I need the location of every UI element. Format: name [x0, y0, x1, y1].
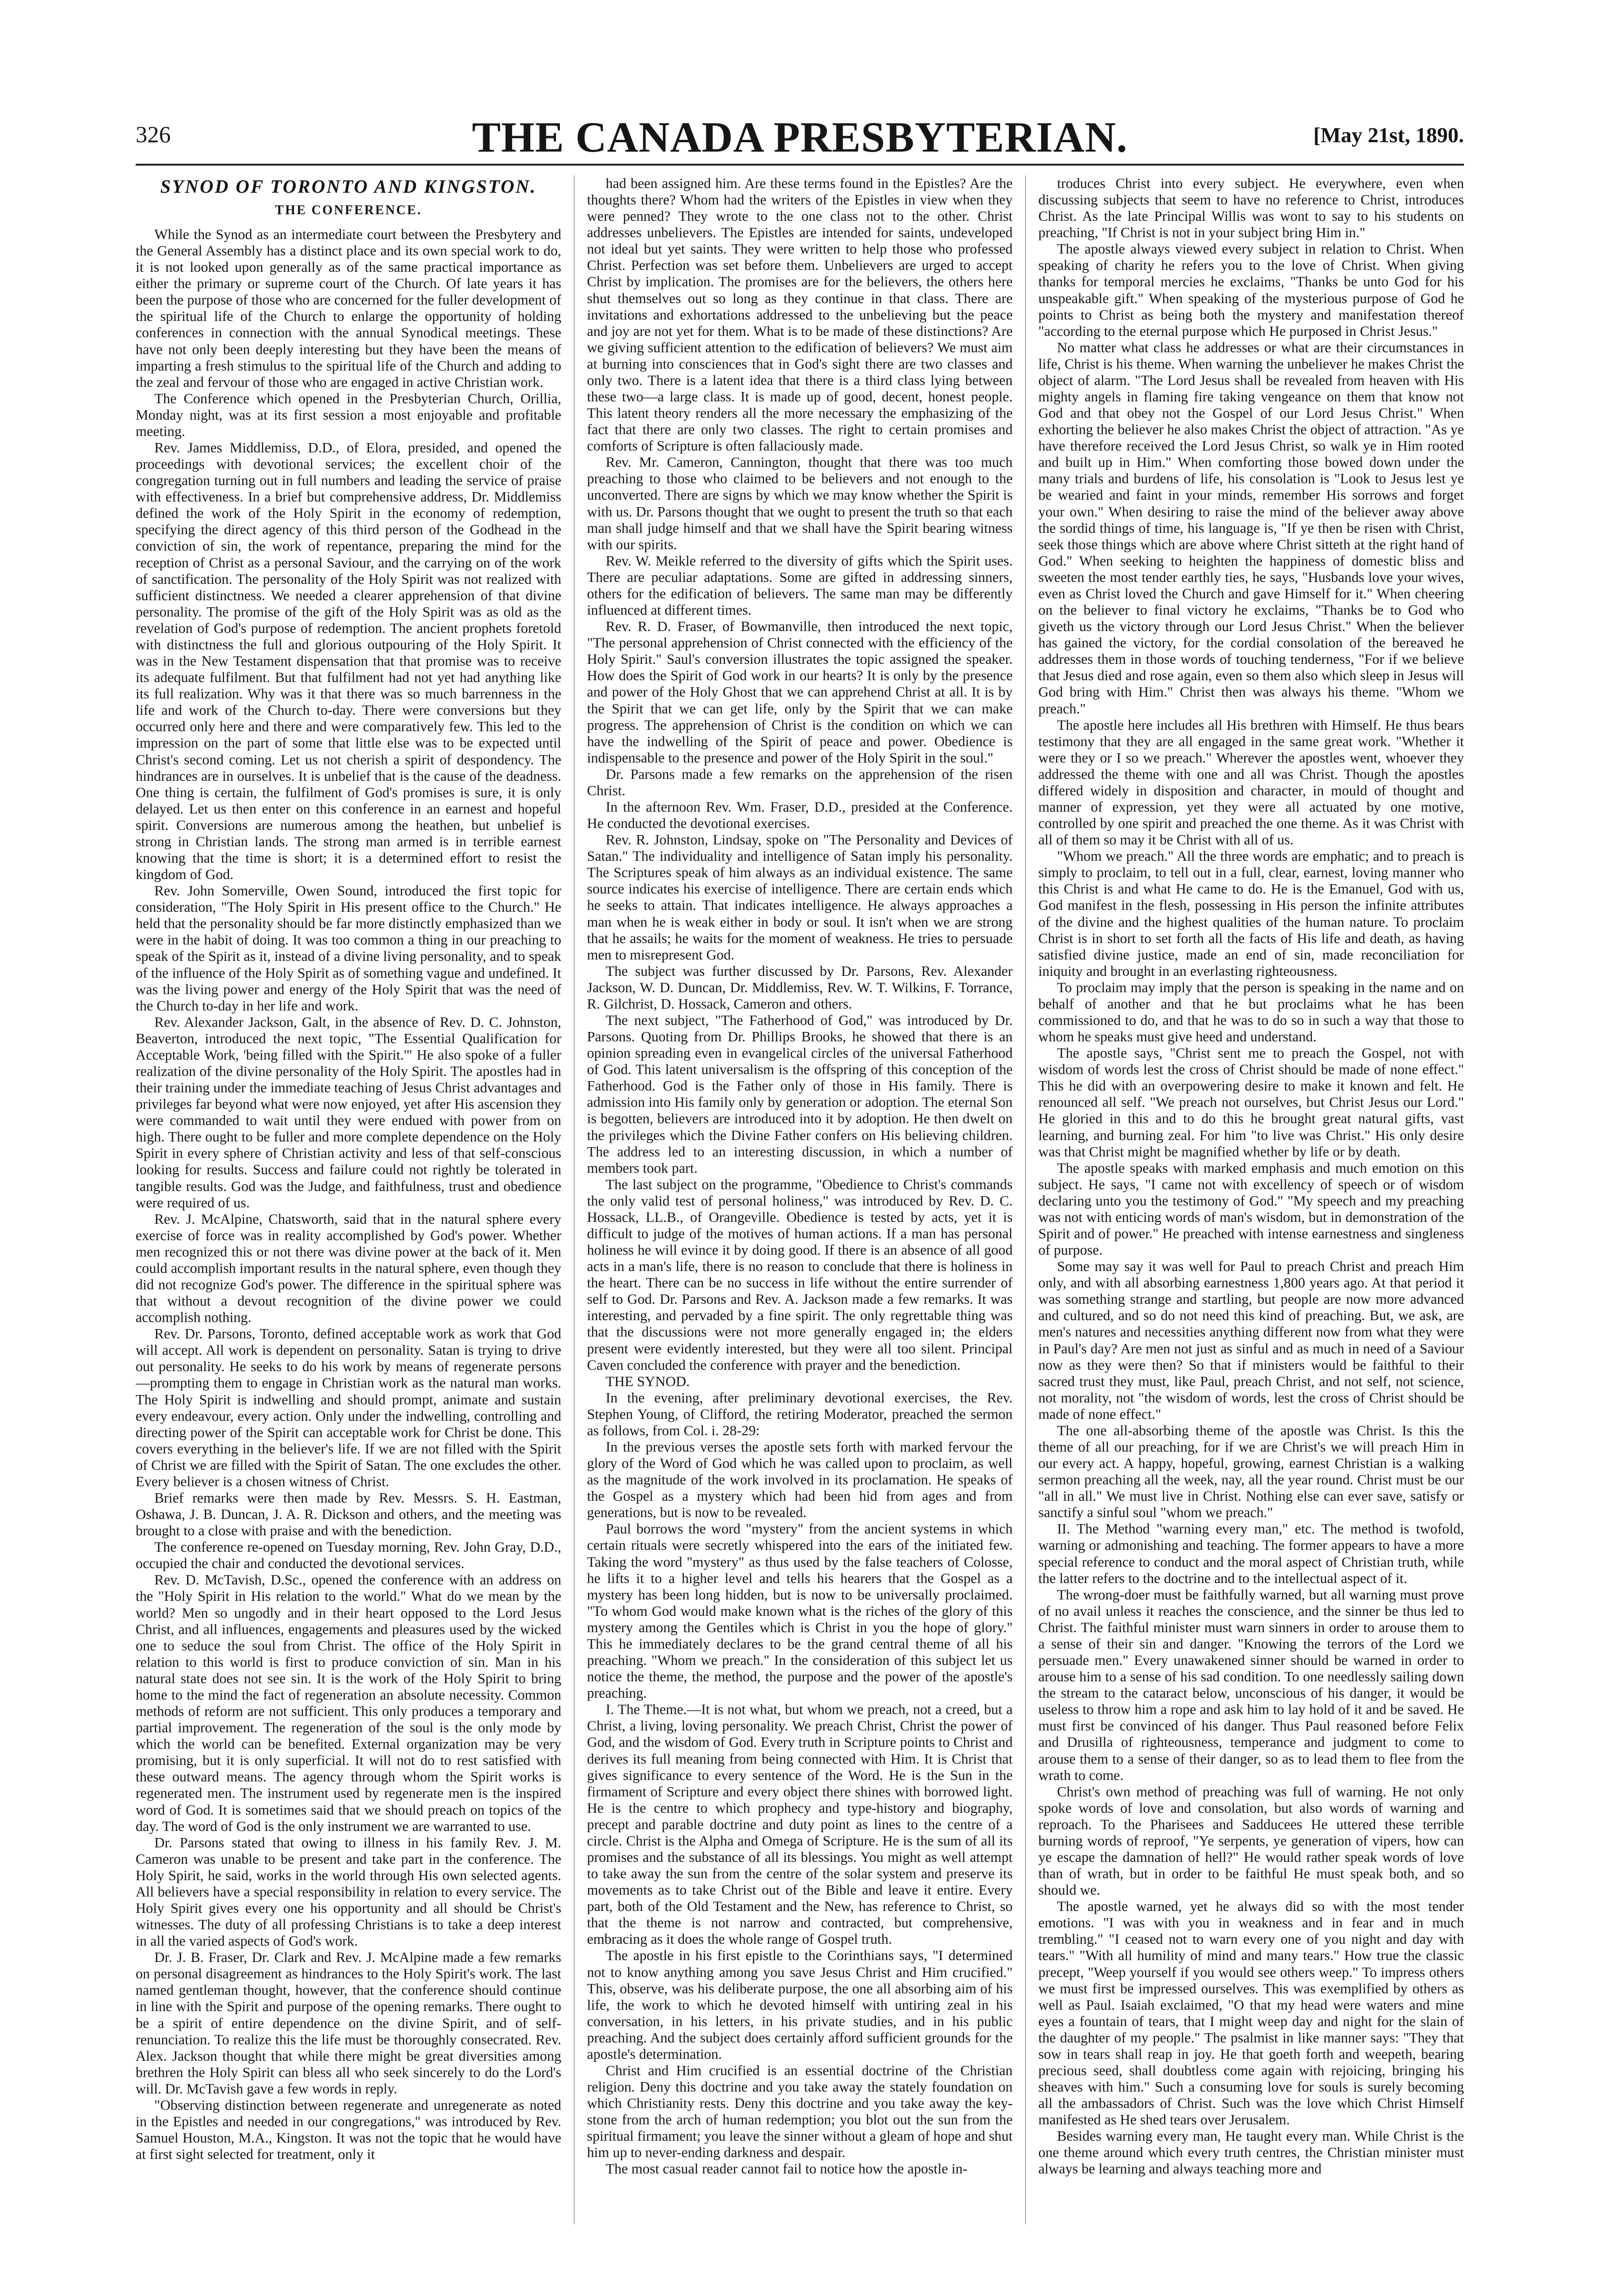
- article-paragraph: The apostle warned, yet he always did so with the most tender emotions. "I was with you in weakness and in fear and in much trembling." "I ceased not to warn every one of you night and day with tears." "With all humility of mind and many tears." How true the classic precept, "Weep yourself if you would see others weep." To impress others we must first be impressed ourselves. This was exemplified by others as well as Paul. Isaiah exclaimed, "O that my head were waters and mine eyes a fountain of tears, that I might weep day and night for the slain of the daughter of my people." The psalmist in like manner says: "They that sow in tears shall reap in joy. He that goeth forth and weepeth, bearing precious seed, shall doubtless come again with rejoicing, bringing his sheaves with him." Such a consuming love for souls is surely becoming all the ambassadors of Christ. Such was the love which Christ Himself manifested as He shed tears over Jerusalem.: [1038, 1898, 1464, 2128]
- article-paragraph: The apostle here includes all His brethren with Himself. He thus bears testimony that they are all engaged in the same great work. "Whether it were they or I so we preach." Wherever the apostles went, whoever they addressed the theme with one and all was Christ. Though the apostles differed widely in disposition and character, in mould of thought and manner of expression, yet they were all actuated by one motive, controlled by one spirit and preached the one theme. As it was Christ with all of them so may it be Christ with all of us.: [1038, 717, 1464, 848]
- article-paragraph: The next subject, "The Fatherhood of God," was introduced by Dr. Parsons. Quoting from Dr. Phillips Brooks, he showed that there is an opinion spreading even in evangelical circles of the universal Fatherhood of God. This latent universalism is the offspring of this conception of the Fatherhood. God is the Father only of those in His family. There is admission into His family only by generation or adoption. The eternal Son is begotten, believers are introduced into it by adoption. He then dwelt on the privileges which the Divine Father confers on His believing children. The address led to an interesting discussion, in which a number of members took part.: [587, 1012, 1013, 1176]
- article-paragraph: Dr. J. B. Fraser, Dr. Clark and Rev. J. McAlpine made a few remarks on personal disagreement as hindrances to the Holy Spirit's work. The last named gentleman thought, however, that the conference should continue in line with the Spirit and purpose of the opening remarks. There ought to be a spirit of entire dependence on the divine Spirit, and of self-renunciation. To realize this the life must be thoroughly consecrated. Rev. Alex. Jackson thought that while there might be great diversities among brethren the Holy Spirit can bless all who seek sincerely to do the Lord's will. Dr. McTavish gave a few words in reply.: [136, 1949, 561, 2097]
- article-paragraph: The apostle says, "Christ sent me to preach the Gospel, not with wisdom of words lest the cross of Christ should be made of none effect." This he did with an overpowering desire to make it known and felt. He renounced all self. "We preach not ourselves, but Christ Jesus our Lord." He gloried in this and to do this he brought great natural gifts, vast learning, and burning zeal. For him "to live was Christ." His only desire was that Christ might be magnified whether by life or by death.: [1038, 1045, 1464, 1160]
- article-paragraph: Rev. R. D. Fraser, of Bowmanville, then introduced the next topic, "The personal apprehension of Christ connected with the efficiency of the Holy Spirit." Saul's conversion illustrates the topic assigned the speaker. How does the Spirit of God work in our hearts? It is only by the presence and power of the Holy Ghost that we can apprehend Christ at all. It is by the Spirit that we can get life, only by the Spirit that we can make progress. The apprehension of Christ is the condition on which we can have the indwelling of the Spirit of peace and power. Obedience is indispensable to the presence and power of the Holy Spirit in the soul.": [587, 618, 1013, 766]
- article-paragraph: I. The Theme.—It is not what, but whom we preach, not a creed, but a Christ, a living, loving personality. We preach Christ, Christ the power of God, and the wisdom of God. Every truth in Scripture points to Christ and derives its full meaning from being connected with Him. It is Christ that gives significance to every sentence of the Word. He is the Sun in the firmament of Scripture and every object there shines with borrowed light. He is the centre to which prophecy and type-history and biography, precept and parable doctrine and duty point as lines to the centre of a circle. Christ is the Alpha and Omega of Scripture. He is the sum of all its promises and the substance of all its blessings. You might as well attempt to take away the sun from the centre of the solar system and preserve its movements as to take Christ out of the Bible and leave it entire. Every part, both of the Old Testament and the New, has reference to Christ, so that the theme is not narrow and contracted, but comprehensive, embracing as it does the whole range of Gospel truth.: [587, 1701, 1013, 1947]
- column-1: [136, 175, 561, 2234]
- article-paragraph: The subject was further discussed by Dr. Parsons, Rev. Alexander Jackson, W. D. Duncan, Dr. Middlemiss, Rev. W. T. Wilkins, F. Torrance, R. Gilchrist, D. Hossack, Cameron and others.: [587, 963, 1013, 1012]
- article-paragraph: Paul borrows the word "mystery" from the ancient systems in which certain rituals were secretly whispered into the ears of the initiated few. Taking the word "mystery" as thus used by the false teachers of Colosse, he lifts it to a higher level and tells his hearers that the Gospel as a mystery has been long hidden, but is now to be universally proclaimed. "To whom God would make known what is the riches of the glory of this mystery among the Gentiles which is Christ in you the hope of glory." This he immediately declares to be the grand central theme of all his preaching. "Whom we preach." In the consideration of this subject let us notice the theme, the method, the purpose and the power of the apostle's preaching.: [587, 1521, 1013, 1701]
- article-paragraph: Dr. Parsons stated that owing to illness in his family Rev. J. M. Cameron was unable to be present and take part in the conference. The Holy Spirit, he said, works in the world through His own selected agents. All believers have a special responsibility in relation to every service. The Holy Spirit gives every one his opportunity and all should be Christ's witnesses. The duty of all professing Christians is to take a deep interest in all the varied aspects of God's work.: [136, 1834, 561, 1949]
- article-paragraph: Rev. Mr. Cameron, Cannington, thought that there was too much preaching to those who claimed to be believers and not enough to the unconverted. There are signs by which we may know whether the Spirit is with us. Dr. Parsons thought that we ought to present the truth so that each man shall judge himself and that we shall have the Spirit bearing witness with our spirits.: [587, 454, 1013, 552]
- article-paragraph: The most casual reader cannot fail to notice how the apostle in-: [606, 2161, 968, 2177]
- column-divider: [1025, 175, 1026, 2224]
- masthead: [136, 112, 1464, 166]
- article-paragraph: The Conference which opened in the Presbyterian Church, Orillia, Monday night, was at its first session a most enjoyable and profitable meeting.: [136, 390, 561, 439]
- article-paragraph: Rev. Dr. Parsons, Toronto, defined acceptable work as work that God will accept. All work is dependent on personality. Satan is trying to drive out personality. He seeks to do his work by means of regenerate persons—prompting them to engage in Christian work as the natural man works. The Holy Spirit is indwelling and should prompt, animate and sustain every endeavour, every action. Only under the indwelling, controlling and directing power of the Spirit can acceptable work for Christ be done. This covers everything in the believer's life. If we are not filled with the Spirit of Christ we are filled with the Spirit of Satan. The one excludes the other. Every believer is a chosen witness of Christ.: [136, 1326, 561, 1489]
- article-paragraph: Dr. Parsons made a few remarks on the apprehension of the risen Christ.: [587, 766, 1013, 799]
- article-paragraph: Rev. R. Johnston, Lindsay, spoke on "The Personality and Devices of Satan." The individuality and intelligence of Satan imply his personality. The Scriptures speak of him always as an individual existence. The same source indicates his exercise of intelligence. There are certain ends which he seeks to attain. That indicates intelligence. He always approaches a man when he is weak either in body or soul. It isn't when we are strong that he assails; he waits for the moment of weakness. He tries to persuade men to misrepresent God.: [587, 832, 1013, 963]
- article-paragraph: While the Synod as an intermediate court between the Presbytery and the General Assembly has a distinct place and its own special work to do, it is not looked upon generally as of the same practical importance as either the primary or supreme court of the Church. Of late years it has been the purpose of those who are concerned for the fuller development of the spiritual life of the Church to enlarge the opportunity of holding conferences in connection with the annual Synodical meetings. These have not only been deeply interesting but they have been the means of imparting a fresh stimulus to the spiritual life of the Church and adding to the zeal and fervour of those who are engaged in active Christian work.: [136, 226, 561, 390]
- article-paragraph: In the evening, after preliminary devotional exercises, the Rev. Stephen Young, of Clifford, the retiring Moderator, preached the sermon as follows, from Col. i. 28-29:: [587, 1389, 1013, 1439]
- article-paragraph: Christ and Him crucified is an essential doctrine of the Christian religion. Deny this doctrine and you take away the stately foundation on which Christianity rests. Deny this doctrine and you take away the key-stone from the arch of human redemption; you blot out the sun from the spiritual firmament; you leave the sinner without a gleam of hope and shut him up to never-ending darkness and despair.: [587, 2062, 1013, 2161]
- article-paragraph: Rev. W. Meikle referred to the diversity of gifts which the Spirit uses. There are peculiar adaptations. Some are gifted in addressing sinners, others for the edification of believers. The same man may be differently influenced at different times.: [587, 552, 1013, 618]
- article-paragraph: Rev. Alexander Jackson, Galt, in the absence of Rev. D. C. Johnston, Beaverton, introduced the next topic, "The Essential Qualification for Acceptable Work, 'being filled with the Spirit.'" He also spoke of a fuller realization of the divine personality of the Holy Spirit. The apostles had in their training under the immediate teaching of Jesus Christ advantages and privileges far beyond what were now enjoyed, yet after His ascension they were commanded to wait until they were endued with power from on high. There ought to be fuller and more complete dependence on the Holy Spirit in every sphere of Christian activity and less of that self-conscious looking for results. Success and failure could not rightly be tolerated in tangible results. God was the Judge, and faithfulness, trust and obedience were required of us.: [136, 1014, 561, 1211]
- article-paragraph: To proclaim may imply that the person is speaking in the name and on behalf of another and that he but proclaims what he has been commissioned to do, and that he was to do so in such a way that those to whom he speaks must give heed and understand.: [1038, 979, 1464, 1045]
- article-columns: [136, 175, 1464, 2234]
- issue-date: [May 21st, 1890.: [1313, 123, 1464, 147]
- column-2: [587, 175, 1013, 2234]
- article-paragraph: The apostle always viewed every subject in relation to Christ. When speaking of charity he refers you to the love of Christ. When giving thanks for temporal mercies he exclaims, "Thanks be unto God for his unspeakable gift." When speaking of the mysterious purpose of God he points to Christ as being both the mystery and manifestation thereof "according to the eternal purpose which He purposed in Christ Jesus.": [1038, 241, 1464, 339]
- article-paragraph: Brief remarks were then made by Rev. Messrs. S. H. Eastman, Oshawa, J. B. Duncan, J. A. R. Dickson and others, and the meeting was brought to a close with praise and with the benediction.: [136, 1490, 561, 1539]
- article-paragraph: The apostle speaks with marked emphasis and much emotion on this subject. He says, "I came not with excellency of speech or of wisdom declaring unto you the testimony of God." "My speech and my preaching was not with enticing words of man's wisdom, but in demonstration of the Spirit and of power." He preached with intense earnestness and singleness of purpose.: [1038, 1160, 1464, 1258]
- article-paragraph: Rev. John Somerville, Owen Sound, introduced the first topic for consideration, "The Holy Spirit in His present office to the Church." He held that the personality should be far more distinctly emphasized than we were in the habit of doing. It was too common a thing in our preaching to speak of the Spirit as it, instead of a divine living personality, and to speak of the influence of the Holy Spirit as of something vague and undefined. It was the living power and energy of the Holy Spirit that was the need of the Church to-day in her life and work.: [136, 883, 561, 1014]
- article-paragraph: The last subject on the programme, "Obedience to Christ's commands the only valid test of personal holiness," was introduced by Rev. D. C. Hossack, LL.B., of Orangeville. Obedience is tested by acts, yet it is difficult to judge of the motives of human actions. If a man has personal holiness he will evince it by doing good. If there is an absence of all good acts in a man's life, there is no reason to conclude that there is holiness in the heart. There can be no success in life without the entire surrender of self to God. Dr. Parsons and Rev. A. Jackson made a few remarks. It was interesting, and pervaded by a fine spirit. The only regrettable thing was that the discussions were not more generally engaged in; the elders present were evidently interested, but they were all too silent. Principal Caven concluded the conference with prayer and the benediction.: [587, 1176, 1013, 1373]
- article-paragraph: The one all-absorbing theme of the apostle was Christ. Is this the theme of all our preaching, for if we are Christ's we will preach Him in our every act. A happy, hopeful, growing, earnest Christian is a walking sermon preaching all the week, nay, all the year round. Christ must be our "all in all." We must live in Christ. Nothing else can ever save, satisfy or sanctify a sinful soul "whom we preach.": [1038, 1422, 1464, 1521]
- article-paragraph: II. The Method "warning every man," etc. The method is twofold, warning or admonishing and teaching. The former appears to have a more special reference to conduct and the moral aspect of Christian truth, while the latter refers to the doctrine and to the intellectual aspect of it.: [1038, 1521, 1464, 1586]
- article-paragraph: No matter what class he addresses or what are their circumstances in life, Christ is his theme. When warning the unbeliever he makes Christ the object of alarm. "The Lord Jesus shall be revealed from heaven with His mighty angels in flaming fire taking vengeance on them that know not God and that obey not the Gospel of our Lord Jesus Christ." When exhorting the believer he also makes Christ the object of attraction. "As ye have therefore received the Lord Jesus Christ, so walk ye in Him rooted and built up in Him." When comforting those bowed down under the many trials and burdens of life, his consolation is "Look to Jesus lest ye be wearied and faint in your minds, remember His sorrows and forget your own." When desiring to raise the mind of the believer away above the sordid things of time, his language is, "If ye then be risen with Christ, seek those things which are above where Christ sitteth at the right hand of God." When seeking to heighten the happiness of domestic bliss and sweeten the most tender earthly ties, he says, "Husbands love your wives, even as Christ loved the Church and gave Himself for it." When cheering on the believer to final victory he exclaims, "Thanks be to God who giveth us the victory through our Lord Jesus Christ." When the believer has gained the victory, for the cordial consolation of the bereaved he addresses them in those words of touching tenderness, "For if we believe that Jesus died and rose again, even so them also which sleep in Jesus will God bring with Him." Christ then was always his theme. "Whom we preach.": [1038, 339, 1464, 717]
- article-paragraph: The wrong-doer must be faithfully warned, but all warning must prove of no avail unless it reaches the conscience, and the sinner be thus led to Christ. The faithful minister must warn sinners in order to arouse them to a sense of their sin and danger. "Knowing the terrors of the Lord we persuade men." Every unawakened sinner should be warned in order to arouse him to a sense of his sad condition. To one needlessly sailing down the stream to the cataract below, unconscious of his danger, it would be useless to throw him a rope and ask him to lay hold of it and be saved. He must first be convinced of his danger. Thus Paul reasoned before Felix and Drusilla of righteousness, temperance and judgment to come to arouse them to a sense of their danger, so as to lead them to flee from the wrath to come.: [1038, 1586, 1464, 1783]
- article-paragraph: "Observing distinction between regenerate and unregenerate as noted in the Epistles and needed in our congregations," was introduced by Rev. Samuel Houston, M.A., Kingston. It was not the topic that he would have at first sight selected for treatment, only it: [136, 2097, 561, 2163]
- article-paragraph: Some may say it was well for Paul to preach Christ and preach Him only, and with all absorbing earnestness 1,800 years ago. At that period it was something strange and startling, but people are now more advanced and cultured, and so do not need this kind of preaching. But, we ask, are men's natures and necessities anything different now from what they were in Paul's day? Are men not just as sinful and as much in need of a Saviour now as they were then? So that if ministers would be faithful to their sacred trust they must, like Paul, preach Christ, and not self, not science, not morality, not "the wisdom of words, lest the cross of Christ should be made of none effect.": [1038, 1258, 1464, 1422]
- article-paragraph: troduces Christ into every subject. He everywhere, even when discussing subjects that seem to have no reference to Christ, introduces Christ. As the late Principal Willis was wont to say to his students on preaching, "If Christ is not in your subject bring Him in.": [1038, 175, 1464, 241]
- article-subheading: THE CONFERENCE.: [275, 203, 422, 218]
- article-paragraph: Rev. D. McTavish, D.Sc., opened the conference with an address on the "Holy Spirit in His relation to the world." What do we mean by the world? Men so ungodly and in their heart opposed to the Lord Jesus Christ, and all influences, engagements and pleasures used by the wicked one to seduce the soul from Christ. The office of the Holy Spirit in relation to this world is first to produce conviction of sin. Man in his natural state does not see sin. It is the work of the Holy Spirit to bring home to the mind the fact of regeneration an absolute necessity. Common methods of reform are not sufficient. This only produces a temporary and partial improvement. The regeneration of the soul is the only mode by which the world can be benefited. External organization may be very promising, but it is only superficial. It will not do to rest satisfied with these outward means. The agency through whom the Spirit works is regenerated men. The instrument used by regenerate men is the inspired word of God. It is sometimes said that we should preach on topics of the day. The word of God is the only instrument we are warranted to use.: [136, 1572, 561, 1834]
- article-paragraph: "Whom we preach." All the three words are emphatic; and to preach is simply to proclaim, to tell out in a full, clear, earnest, loving manner who this Christ is and what He came to do. He is the Emanuel, God with us, God manifest in the flesh, possessing in His person the infinite attributes of the divine and the highest qualities of the human nature. To proclaim Christ is in short to set forth all the facts of His life and death, as having satisfied divine justice, made an end of sin, made reconciliation for iniquity and brought in an everlasting righteousness.: [1038, 848, 1464, 979]
- article-paragraph: THE SYNOD.: [606, 1373, 690, 1389]
- article-paragraph: Rev. J. McAlpine, Chatsworth, said that in the natural sphere every exercise of force was in reality accomplished by God's power. Whether men recognized this or not there was divine power at the back of it. Men could accomplish important results in the natural sphere, even though they did not recognize God's power. The difference in the spiritual sphere was that without a devout recognition of the divine power we could accomplish nothing.: [136, 1211, 561, 1326]
- page-number: 326: [136, 121, 171, 147]
- article-heading: SYNOD OF TORONTO AND KINGSTON.: [160, 176, 537, 197]
- article-paragraph: In the afternoon Rev. Wm. Fraser, D.D., presided at the Conference. He conducted the devotional exercises.: [587, 799, 1013, 832]
- newspaper-title: THE CANADA PRESBYTERIAN.: [472, 113, 1128, 161]
- article-paragraph: The apostle in his first epistle to the Corinthians says, "I determined not to know anything among you save Jesus Christ and Him crucified." This, observe, was his deliberate purpose, the one all absorbing aim of his life, the work to which he devoted himself with untiring zeal in his conversation, in his letters, in his private studies, and in his public preaching. And the subject does certainly afford sufficient grounds for the apostle's determination.: [587, 1947, 1013, 2062]
- column-3: [1038, 175, 1464, 2234]
- article-paragraph: Besides warning every man, He taught every man. While Christ is the one theme around which every truth centres, the Christian minister must always be learning and always teaching more and: [1038, 2128, 1464, 2177]
- article-paragraph: had been assigned him. Are these terms found in the Epistles? Are the thoughts there? Whom had the writers of the Epistles in view when they were penned? They wrote to the one class not to the other. Christ addresses unbelievers. The Epistles are intended for saints, undeveloped not ideal but yet saints. They were written to help those who professed Christ. Perfection was set before them. Unbelievers are urged to accept Christ by implication. The promises are for the believers, the others here shut themselves out so long as they continue in that class. There are invitations and exhortations addressed to the unbelieving but the peace and joy are not yet for them. What is to be made of these distinctions? Are we giving sufficient attention to the edification of believers? We must aim at burning into consciences that in God's sight there are two classes and only two. There is a latent idea that there is a third class lying between these two—a large class. It is made up of good, decent, honest people. This latent theory renders all the more necessary the emphasizing of the fact that there are only two classes. The right to certain promises and comforts of Scripture is often fallaciously made.: [587, 175, 1013, 454]
- article-paragraph: In the previous verses the apostle sets forth with marked fervour the glory of the Word of God which he was called upon to proclaim, as well as the magnitude of the work involved in its proclamation. He speaks of the Gospel as a mystery which had been hid from ages and from generations, but is now to be revealed.: [587, 1439, 1013, 1521]
- article-paragraph: Christ's own method of preaching was full of warning. He not only spoke words of love and consolation, but also words of warning and reproach. To the Pharisees and Sadducees He uttered these terrible burning words of reproof, "Ye serpents, ye generation of vipers, how can ye escape the damnation of hell?" He would rather speak words of love than of wrath, but in order to be faithful He must speak both, and so should we.: [1038, 1783, 1464, 1898]
- article-paragraph: The conference re-opened on Tuesday morning, Rev. John Gray, D.D., occupied the chair and conducted the devotional services.: [136, 1539, 561, 1572]
- article-paragraph: Rev. James Middlemiss, D.D., of Elora, presided, and opened the proceedings with devotional services; the excellent choir of the congregation turning out in full numbers and leading the service of praise with effectiveness. In a brief but comprehensive address, Dr. Middlemiss defined the work of the Holy Spirit in the economy of redemption, specifying the direct agency of this third person of the Godhead in the conviction of sin, the work of repentance, preparing the mind for the reception of Christ as a personal Saviour, and the carrying on of the work of sanctification. The personality of the Holy Spirit was not realized with sufficient distinctness. We needed a clearer apprehension of that divine personality. The promise of the gift of the Holy Spirit was as old as the revelation of God's purpose of redemption. The ancient prophets foretold with distinctness the full and glorious outpouring of the Holy Spirit. It was in the New Testament dispensation that that promise was to receive its adequate fulfilment. But that fulfilment had not yet had anything like its full realization. Why was it that there was so much barrenness in the life and work of the Church to-day. There were conversions but they occurred only here and there and were comparatively few. This led to the impression on the part of some that little else was to be expected until Christ's second coming. Let us not cherish a spirit of despondency. The hindrances are in ourselves. It is unbelief that is the cause of the deadness. One thing is certain, the fulfilment of God's promises is sure, it is only delayed. Let us then enter on this conference in an earnest and hopeful spirit. Conversions are numerous among the heathen, but unbelief is strong in Christian lands. The strong man armed is in terrible earnest knowing that the time is short; it is a determined effort to resist the kingdom of God.: [136, 440, 561, 883]
